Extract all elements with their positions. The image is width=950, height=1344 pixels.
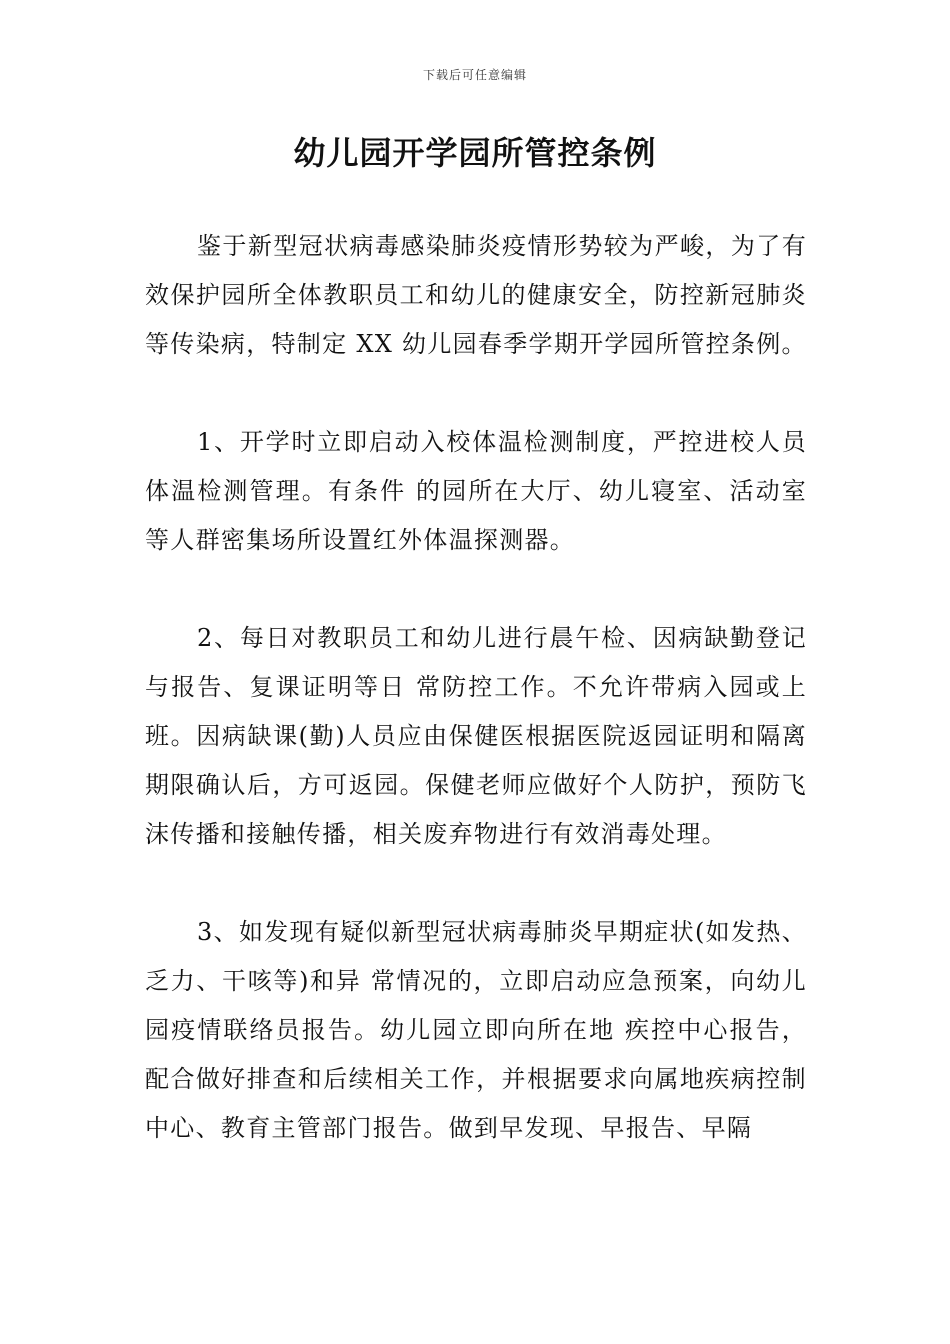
document-body: [145, 222, 807, 1202]
paragraph-item-3: 3、如发现有疑似新型冠状病毒肺炎早期症状(如发热、乏力、干咳等)和异 常情况的，立即启动应急预案，向幼儿园疫情联络员报告。幼儿园立即向所在地 疾控中心报告，配合做好排查和后续相关工作，并根据要求向属地疾病控制中心、教育主管部门报告。做到早发现、早报告、早隔: [145, 918, 807, 1142]
paragraph-intro: 鉴于新型冠状病毒感染肺炎疫情形势较为严峻，为了有效保护园所全体教职员工和幼儿的健康安全，防控新冠肺炎等传染病，特制定 XX 幼儿园春季学期开学园所管控条例。: [145, 232, 807, 358]
paragraph-item-2: 2、每日对教职员工和幼儿进行晨午检、因病缺勤登记与报告、复课证明等日 常防控工作。不允许带病入园或上班。因病缺课(勤)人员应由保健医根据医院返园证明和隔离期限确认后，方可返园。保健老师应做好个人防护，预防飞沫传播和接触传播，相关废弃物进行有效消毒处理。: [145, 624, 807, 848]
paragraph-item-1: 1、开学时立即启动入校体温检测制度，严控进校人员体温检测管理。有条件 的园所在大厅、幼儿寝室、活动室等人群密集场所设置红外体温探测器。: [145, 428, 807, 554]
header-note: 下载后可任意编辑: [422, 68, 527, 82]
document-title: 幼儿园开学园所管控条例: [293, 134, 657, 172]
